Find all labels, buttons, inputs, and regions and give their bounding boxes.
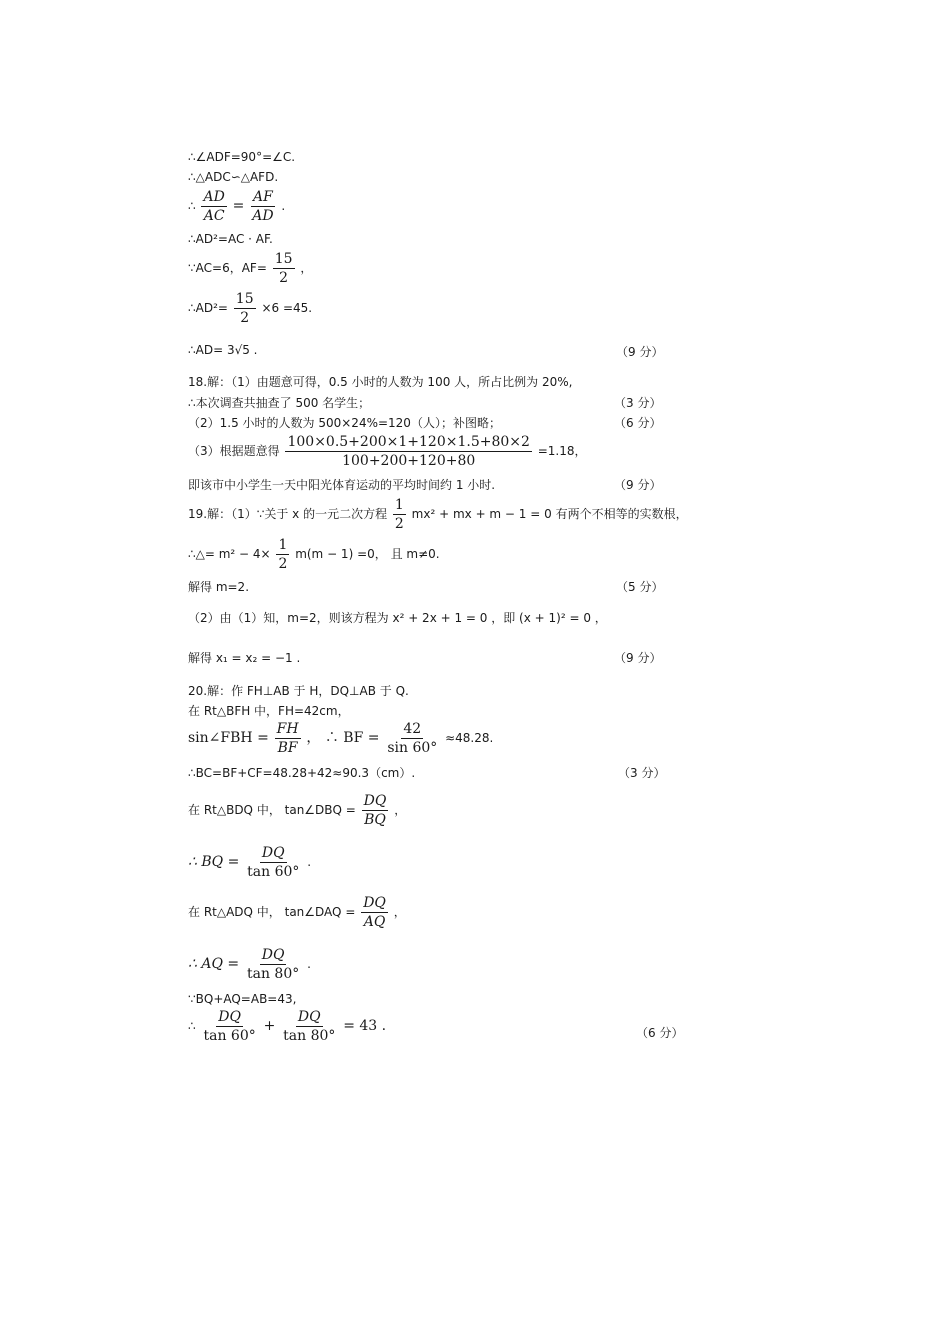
l14-pre: ∴△= m² − 4× bbox=[188, 547, 271, 561]
l12: 即该市中小学生一天中阳光体育运动的平均时间约 1 小时. bbox=[188, 478, 496, 492]
l27-plus: + bbox=[263, 1018, 276, 1034]
l14-post: m(m − 1) =0， 且 m≠0. bbox=[295, 547, 440, 561]
l03-post: . bbox=[281, 199, 286, 213]
l03-d1: AC bbox=[203, 208, 225, 224]
l06-post: ×6 =45. bbox=[261, 301, 313, 315]
l22-pre: 在 Rt△BDQ 中， tan∠DBQ = bbox=[188, 803, 356, 817]
l21: ∴BC=BF+CF=48.28+42≈90.3（cm）. bbox=[188, 766, 416, 780]
l20-frac1 bbox=[275, 720, 301, 757]
l27-pre: ∴ bbox=[188, 1019, 196, 1033]
l23-n: DQ bbox=[261, 845, 285, 861]
l27-n2: DQ bbox=[297, 1009, 321, 1025]
l25-frac bbox=[245, 946, 301, 983]
s12: （9 分） bbox=[614, 478, 662, 492]
l01: ∴∠ADF=90°=∠C. bbox=[188, 150, 296, 164]
l13-n: 1 bbox=[394, 497, 404, 513]
l22-frac bbox=[362, 792, 389, 829]
l26: ∵BQ+AQ=AB=43, bbox=[188, 992, 297, 1006]
l24-n: DQ bbox=[363, 895, 386, 911]
l24-d: AQ bbox=[363, 914, 386, 930]
l03-eq: = bbox=[232, 198, 245, 214]
l23-pre: ∴ BQ = bbox=[188, 854, 240, 870]
l06 bbox=[188, 290, 312, 327]
l25-post: . bbox=[307, 957, 311, 971]
l11-frac bbox=[285, 433, 531, 470]
l06-n: 15 bbox=[235, 291, 254, 307]
l22-n: DQ bbox=[363, 793, 387, 809]
l03-frac1 bbox=[201, 188, 226, 225]
l03-n1: AD bbox=[203, 189, 225, 205]
l27-frac2 bbox=[281, 1008, 337, 1045]
s07: （9 分） bbox=[616, 345, 664, 359]
l03-frac2 bbox=[250, 188, 275, 225]
l24-frac bbox=[361, 894, 388, 931]
l11-d: 100+200+120+80 bbox=[342, 453, 476, 469]
l03-pre: ∴ bbox=[188, 199, 196, 213]
s09: （3 分） bbox=[614, 396, 662, 410]
l27-frac1 bbox=[201, 1008, 257, 1045]
l20-frac2 bbox=[385, 720, 439, 757]
l27 bbox=[188, 1008, 386, 1045]
l20-post: ≈48.28. bbox=[445, 731, 494, 745]
l27-d2: tan 80° bbox=[283, 1028, 336, 1044]
l03 bbox=[188, 188, 285, 225]
l03-n2: AF bbox=[252, 189, 273, 205]
s17: （9 分） bbox=[614, 651, 662, 665]
l23-frac bbox=[245, 844, 301, 881]
l05-d: 2 bbox=[279, 270, 289, 286]
l24 bbox=[188, 894, 406, 931]
l20-mid: ， ∴ BF = bbox=[306, 730, 380, 746]
s15: （5 分） bbox=[616, 580, 664, 594]
l14-n: 1 bbox=[278, 537, 288, 553]
l27-n1: DQ bbox=[218, 1009, 241, 1025]
l18: 20.解：作 FH⊥AB 于 H，DQ⊥AB 于 Q. bbox=[188, 684, 409, 698]
l07: ∴AD= 3√5 . bbox=[188, 343, 258, 357]
l06-d: 2 bbox=[240, 310, 250, 326]
l20-d2: sin 60° bbox=[387, 740, 438, 756]
l05-pre: ∵AC=6，AF= bbox=[188, 261, 267, 275]
l24-post: ， bbox=[393, 905, 406, 919]
l17: 解得 x₁ = x₂ = −1 . bbox=[188, 651, 301, 665]
l20-d1: BF bbox=[277, 740, 298, 756]
l14-frac bbox=[276, 536, 289, 573]
l05-n: 15 bbox=[274, 251, 293, 267]
l24-pre: 在 Rt△ADQ 中， tan∠DAQ = bbox=[188, 905, 356, 919]
l25-n: DQ bbox=[261, 947, 285, 963]
l25-pre: ∴ AQ = bbox=[188, 956, 240, 972]
l08: 18.解：（1）由题意可得，0.5 小时的人数为 100 人，所占比例为 20%, bbox=[188, 375, 573, 389]
l05 bbox=[188, 250, 312, 287]
l09: ∴本次调查共抽查了 500 名学生； bbox=[188, 396, 371, 410]
l15: 解得 m=2. bbox=[188, 580, 250, 594]
l13-post: mx² + mx + m − 1 = 0 有两个不相等的实数根， bbox=[411, 507, 688, 521]
l27-post: = 43 . bbox=[343, 1018, 387, 1034]
l13-d: 2 bbox=[394, 516, 404, 532]
s10: （6 分） bbox=[614, 416, 662, 430]
l27-d1: tan 60° bbox=[203, 1028, 256, 1044]
l06-frac bbox=[234, 290, 256, 327]
l22-post: ， bbox=[394, 803, 407, 817]
l23 bbox=[188, 844, 311, 881]
l20-pre: sin∠FBH = bbox=[188, 730, 269, 746]
l13-frac bbox=[393, 496, 406, 533]
l11-post: =1.18， bbox=[537, 444, 587, 458]
l02: ∴△ADC∽△AFD. bbox=[188, 170, 279, 184]
l14 bbox=[188, 536, 440, 573]
l13-pre: 19.解：（1）∵关于 x 的一元二次方程 bbox=[188, 507, 388, 521]
l22 bbox=[188, 792, 406, 829]
l11 bbox=[188, 433, 587, 470]
l25 bbox=[188, 946, 311, 983]
l05-frac bbox=[273, 250, 295, 287]
s27: （6 分） bbox=[636, 1026, 684, 1040]
l14-d: 2 bbox=[278, 556, 288, 572]
l20-n2: 42 bbox=[403, 721, 422, 737]
l04: ∴AD²=AC · AF. bbox=[188, 232, 273, 246]
l20-n1: FH bbox=[276, 721, 299, 737]
l03-d2: AD bbox=[252, 208, 274, 224]
l06-pre: ∴AD²= bbox=[188, 301, 228, 315]
l05-post: ， bbox=[300, 261, 313, 275]
l25-d: tan 80° bbox=[246, 966, 300, 982]
l16: （2）由（1）知，m=2，则该方程为 x² + 2x + 1 = 0 ，即 (x + 1)² = 0 ， bbox=[188, 611, 607, 625]
l19: 在 Rt△BFH 中，FH=42cm， bbox=[188, 704, 350, 718]
l23-post: . bbox=[307, 855, 312, 869]
s21: （3 分） bbox=[618, 766, 666, 780]
l23-d: tan 60° bbox=[247, 864, 300, 880]
l20 bbox=[188, 720, 493, 757]
l10: （2）1.5 小时的人数为 500×24%=120（人）；补图略； bbox=[188, 416, 501, 430]
l11-pre: （3）根据题意得 bbox=[188, 444, 280, 458]
l22-d: BQ bbox=[364, 812, 386, 828]
l13 bbox=[188, 496, 688, 533]
l11-n: 100×0.5+200×1+120×1.5+80×2 bbox=[287, 434, 530, 450]
